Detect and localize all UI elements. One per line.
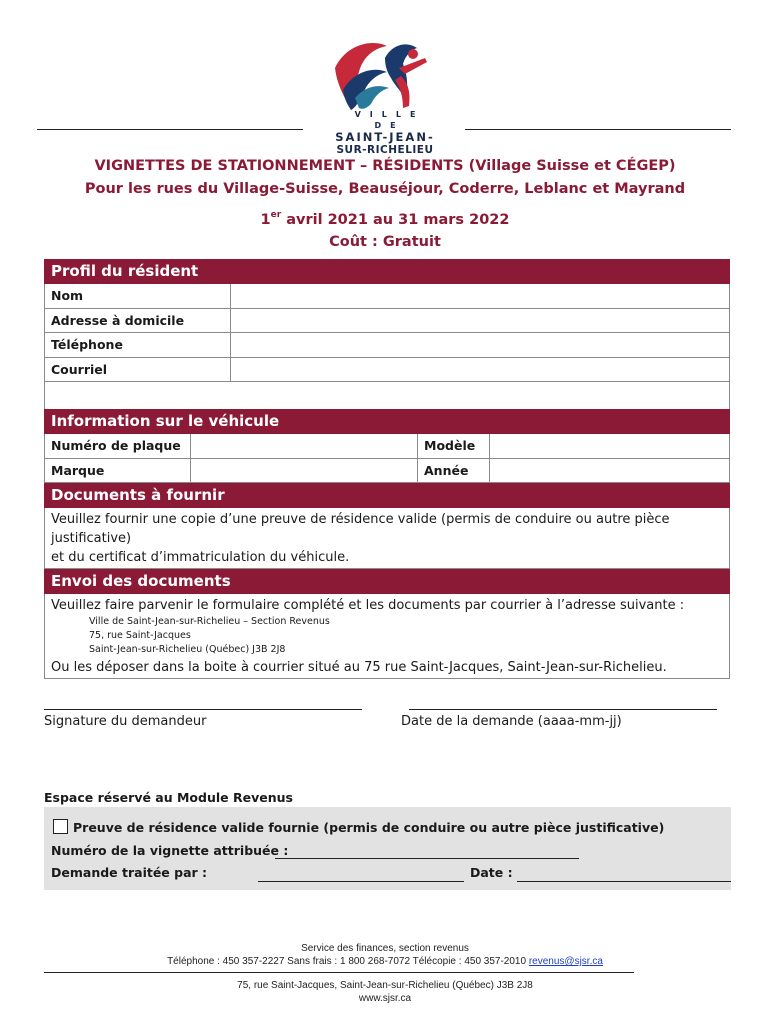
mailing-address-line3: Saint-Jean-sur-Richelieu (Québec) J3B 2J8 bbox=[89, 644, 286, 655]
footer-email-link[interactable]: revenus@sjsr.ca bbox=[528, 956, 603, 967]
page-subtitle: Pour les rues du Village-Suisse, Beauséjour, Coderre, Leblanc et Mayrand bbox=[84, 181, 686, 197]
modele-input[interactable] bbox=[490, 434, 729, 458]
signature-line[interactable] bbox=[44, 709, 362, 710]
checkbox-label: Preuve de résidence valide fournie (permis de conduire ou autre pièce justificative) bbox=[73, 820, 665, 835]
section-header-profil: Profil du résident bbox=[44, 259, 730, 284]
cost-line: Coût : Gratuit bbox=[329, 234, 441, 250]
nom-input[interactable] bbox=[231, 284, 729, 308]
reserved-date-line[interactable] bbox=[517, 881, 731, 882]
envoi-intro: Veuillez faire parvenir le formulaire complété et les documents par courrier à l’adresse suivante : bbox=[51, 598, 685, 613]
documents-text-line1: Veuillez fournir une copie d’une preuve de résidence valide (permis de conduire ou autre pièce justificative) bbox=[51, 512, 670, 546]
marque-input[interactable] bbox=[191, 459, 418, 483]
reserved-box bbox=[44, 807, 731, 890]
date-rest: avril 2021 au 31 mars 2022 bbox=[281, 211, 510, 228]
dropbox-note: Ou les déposer dans la boite à courrier situé au 75 rue Saint-Jacques, Saint-Jean-sur-Richelieu. bbox=[51, 660, 667, 675]
documents-text-line2: et du certificat d’immatriculation du véhicule. bbox=[51, 550, 350, 565]
logo-body bbox=[395, 76, 410, 108]
field-label-nom: Nom bbox=[45, 284, 231, 308]
date-sup: er bbox=[270, 210, 282, 220]
telephone-input[interactable] bbox=[231, 333, 729, 357]
envoi-instructions bbox=[44, 594, 730, 679]
page-title: VIGNETTES DE STATIONNEMENT – RÉSIDENTS (Village Suisse et CÉGEP) bbox=[94, 158, 676, 174]
mailing-address-line2: 75, rue Saint-Jacques bbox=[89, 630, 191, 641]
date-label: Date de la demande (aaaa-mm-jj) bbox=[401, 714, 622, 729]
footer-address: 75, rue Saint-Jacques, Saint-Jean-sur-Richelieu (Québec) J3B 2J8 bbox=[237, 980, 533, 991]
field-label-marque: Marque bbox=[45, 459, 191, 483]
vignette-label: Numéro de la vignette attribuée : bbox=[51, 843, 289, 858]
footer-service: Service des finances, section revenus bbox=[301, 943, 469, 954]
logo-city-line1: SAINT-JEAN- bbox=[335, 130, 435, 144]
signature-label: Signature du demandeur bbox=[44, 714, 207, 729]
field-label-modele: Modèle bbox=[418, 434, 490, 458]
form-row-marque bbox=[44, 459, 730, 484]
form-row-nom bbox=[44, 284, 730, 309]
section-header-documents: Documents à fournir bbox=[44, 483, 730, 508]
reserved-date-label: Date : bbox=[470, 865, 513, 880]
form-row-telephone bbox=[44, 333, 730, 358]
field-label-telephone: Téléphone bbox=[45, 333, 231, 357]
form-spacer-row bbox=[44, 382, 730, 409]
vignette-line[interactable] bbox=[275, 858, 579, 859]
form-row-plaque bbox=[44, 434, 730, 459]
residence-proof-checkbox[interactable] bbox=[53, 819, 68, 834]
annee-input[interactable] bbox=[490, 459, 729, 483]
field-label-adresse: Adresse à domicile bbox=[45, 309, 231, 333]
reserved-title: Espace réservé au Module Revenus bbox=[44, 790, 293, 805]
footer-website: www.sjsr.ca bbox=[358, 993, 412, 1004]
header-rule-left bbox=[37, 129, 303, 130]
section-header-vehicule: Information sur le véhicule bbox=[44, 409, 730, 434]
footer-contact bbox=[0, 956, 770, 967]
plaque-input[interactable] bbox=[191, 434, 418, 458]
mailing-address-line1: Ville de Saint-Jean-sur-Richelieu – Section Revenus bbox=[89, 616, 330, 627]
validity-dates bbox=[0, 211, 770, 228]
logo-head bbox=[408, 49, 418, 59]
footer-rule bbox=[44, 972, 634, 973]
adresse-input[interactable] bbox=[231, 309, 729, 333]
date-line[interactable] bbox=[409, 709, 717, 710]
treated-by-line[interactable] bbox=[258, 881, 464, 882]
form-row-adresse bbox=[44, 309, 730, 334]
documents-instructions bbox=[44, 508, 730, 569]
footer-phones: Téléphone : 450 357-2227 Sans frais : 1 800 268-7072 Télécopie : 450 357-2010 bbox=[167, 956, 529, 967]
logo-wordmark bbox=[327, 109, 443, 156]
field-label-courriel: Courriel bbox=[45, 358, 231, 382]
logo-ville: VILLE DE bbox=[354, 110, 425, 130]
header-rule-right bbox=[465, 129, 731, 130]
application-form bbox=[44, 259, 730, 679]
section-header-envoi: Envoi des documents bbox=[44, 569, 730, 594]
treated-by-label: Demande traitée par : bbox=[51, 865, 208, 880]
courriel-input[interactable] bbox=[231, 358, 729, 382]
field-label-plaque: Numéro de plaque bbox=[45, 434, 191, 458]
logo-city-line2: SUR-RICHELIEU bbox=[336, 144, 434, 156]
date-day: 1 bbox=[260, 211, 271, 228]
field-label-annee: Année bbox=[418, 459, 490, 483]
form-row-courriel bbox=[44, 358, 730, 383]
